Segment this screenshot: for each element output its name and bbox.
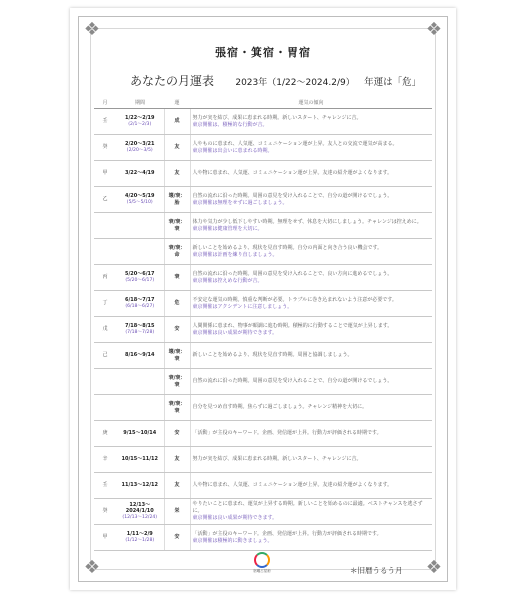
period-range: 3/22〜4/19	[124, 170, 155, 177]
description-text: 人やものに恵まれ、人気運、コミュニケーション運が上昇。友人との交流で運気が高まる。	[192, 140, 398, 147]
column-header: 運	[164, 96, 190, 109]
table-row	[94, 187, 432, 213]
period-cell	[116, 499, 164, 525]
description-text: 「活動」が主役のキーワード。企画、発信運が上昇。行動力が評価される時期です。	[192, 530, 382, 537]
relation-cell: 衰	[164, 265, 190, 291]
relation-cell: 壊/衰：衰	[164, 343, 190, 369]
table-row	[94, 161, 432, 187]
period-cell	[116, 161, 164, 187]
table-row	[94, 343, 432, 369]
period-range: 1/22〜2/19	[124, 115, 155, 122]
period-sub: (12/13〜12/24)	[122, 515, 158, 521]
document-page	[70, 8, 456, 590]
description-text: 体力や気力が少し低下しやすい時期。無理をせず、休息を大切にしましょう。チャレンジは控えめに。	[192, 218, 422, 225]
month-cell	[94, 213, 116, 239]
table-row	[94, 421, 432, 447]
table-row	[94, 109, 432, 135]
description-cell	[190, 161, 432, 187]
table-row	[94, 525, 432, 551]
month-cell: 癸	[94, 135, 116, 161]
month-cell: 戊	[94, 317, 116, 343]
table-body	[94, 109, 432, 551]
table-row	[94, 395, 432, 421]
table-row	[94, 265, 432, 291]
period-cell	[116, 109, 164, 135]
month-cell: 甲	[94, 525, 116, 551]
description-cell	[190, 213, 432, 239]
description-cell	[190, 343, 432, 369]
relation-cell: 衰/衰：衰	[164, 369, 190, 395]
relation-cell: 友	[164, 135, 190, 161]
column-header: 期間	[116, 96, 164, 109]
period-cell	[116, 317, 164, 343]
table-row	[94, 317, 432, 343]
period-cell	[116, 187, 164, 213]
relation-cell: 安	[164, 317, 190, 343]
relation-cell: 成	[164, 109, 190, 135]
table-row	[94, 447, 432, 473]
relation-cell: 友	[164, 161, 190, 187]
description-highlight: 東京開催は良い成果が期待できます。	[192, 329, 278, 336]
period-cell	[116, 473, 164, 499]
description-text: やりたいことに恵まれ、運気が上昇する時期。新しいことを始めるのに最適。ベストチャンスを逃さずに。	[192, 501, 423, 515]
description-text: 新しいことを始めるより、現状を見直す時期。自分の内面と向き合う良い機会です。	[192, 244, 383, 251]
period-cell	[116, 395, 164, 421]
description-text: 人や物に恵まれ、人気運、コミュニケーション運が上昇。友達の紹介運がよくなります。	[192, 482, 393, 489]
period-range: 11/13〜12/12	[121, 482, 158, 489]
description-cell	[190, 109, 432, 135]
relation-cell: 衰/衰：衰	[164, 213, 190, 239]
description-text: 自分を見つめ直す時期。焦らずに過ごしましょう。チャレンジ精神を大切に。	[192, 404, 368, 411]
relation-cell: 衰/衰：命	[164, 239, 190, 265]
period-range: 9/15〜10/14	[123, 430, 157, 437]
period-cell	[116, 369, 164, 395]
month-cell: 己	[94, 343, 116, 369]
month-cell	[94, 395, 116, 421]
month-cell: 庚	[94, 421, 116, 447]
period-range: 5/20〜6/17	[124, 271, 155, 278]
description-text: 人間関係に恵まれ、物事が順調に進む時期。積極的に行動することで運気が上昇します。	[192, 322, 393, 329]
table-row	[94, 135, 432, 161]
period-sub: (5/5〜5/10)	[126, 199, 153, 205]
document-title: 張宿・箕宿・胃宿	[215, 46, 311, 59]
description-highlight: 東京開催は積極的に動きましょう。	[192, 537, 273, 544]
period-sub: (2/1〜2/3)	[128, 121, 152, 127]
corner-ornament-icon: ❖	[425, 557, 443, 578]
table-row	[94, 239, 432, 265]
period-range: 4/20〜5/19	[124, 193, 155, 200]
description-cell	[190, 395, 432, 421]
table-row	[94, 473, 432, 499]
description-highlight: 東京開催は控えめな行動が吉。	[192, 277, 263, 284]
heading-fortune: 年運は「危」	[364, 77, 422, 88]
month-cell: 癸	[94, 499, 116, 525]
relation-cell: 危	[164, 291, 190, 317]
period-range: 12/13〜2024/1/10	[125, 501, 154, 515]
description-cell	[190, 135, 432, 161]
period-cell	[116, 343, 164, 369]
month-cell: 壬	[94, 473, 116, 499]
column-header: 運気の傾向	[190, 96, 432, 109]
description-text: 不安定な運気の時期。慎重な判断が必要。トラブルに巻き込まれないよう注意が必要です。	[192, 296, 397, 303]
month-cell	[94, 369, 116, 395]
logo-icon	[254, 552, 270, 568]
description-text: 努力が実を結び、成果に恵まれる時期。新しいスタート、チャレンジに吉。	[192, 456, 362, 463]
table-row	[94, 213, 432, 239]
description-cell	[190, 473, 432, 499]
description-highlight: 東京開催は無理をせずに過ごしましょう。	[192, 199, 288, 206]
relation-cell: 壊/衰：胎	[164, 187, 190, 213]
corner-ornament-icon: ❖	[425, 19, 443, 40]
month-cell	[94, 239, 116, 265]
month-cell: 甲	[94, 161, 116, 187]
month-cell: 丁	[94, 291, 116, 317]
description-highlight: 東京開催は出会いに恵まれる時期。	[192, 147, 273, 154]
relation-cell: 衰/衰：衰	[164, 395, 190, 421]
description-text: 自然の流れに沿った時期。周囲の意見を受け入れることで、自分の道が開けるでしょう。	[192, 378, 393, 385]
description-cell	[190, 499, 432, 525]
description-highlight: 東京開催は健康管理を大切に。	[192, 225, 263, 232]
heading-period: 2023年（1/22〜2024.2/9）	[235, 78, 355, 88]
description-text: 自然の流れに沿った時期。周囲の意見を受け入れることで、良い方向に進めるでしょう。	[192, 270, 393, 277]
description-cell	[190, 317, 432, 343]
table-row	[94, 369, 432, 395]
period-cell	[116, 213, 164, 239]
period-range: 1/11〜2/9	[126, 531, 153, 538]
period-cell	[116, 265, 164, 291]
period-cell	[116, 135, 164, 161]
description-highlight: 東京開催は計画を練り直しましょう。	[192, 251, 278, 258]
description-cell	[190, 265, 432, 291]
description-cell	[190, 421, 432, 447]
heading	[130, 72, 446, 89]
table-row	[94, 291, 432, 317]
relation-cell: 栄	[164, 499, 190, 525]
period-cell	[116, 447, 164, 473]
column-header: 月	[94, 96, 116, 109]
heading-main: あなたの月運表	[130, 74, 215, 88]
description-text: 人や物に恵まれ、人気運、コミュニケーション運が上昇。友達の紹介運がよくなります。	[192, 170, 393, 177]
description-cell	[190, 291, 432, 317]
month-cell: 辛	[94, 447, 116, 473]
description-text: 努力が実を結び、成果に恵まれる時期。新しいスタート、チャレンジに吉。	[192, 114, 362, 121]
description-cell	[190, 447, 432, 473]
logo-text: 宿曜占星術	[253, 569, 271, 573]
description-highlight: 東京開催はアクシデントに注意しましょう。	[192, 303, 293, 310]
month-cell: 壬	[94, 109, 116, 135]
fortune-table	[94, 96, 432, 551]
description-cell	[190, 369, 432, 395]
logo	[242, 552, 282, 574]
description-text: 新しいことを始めるより、現状を見直す時期。周囲と協調しましょう。	[192, 352, 353, 359]
month-cell: 乙	[94, 187, 116, 213]
period-range: 8/16〜9/14	[124, 352, 155, 359]
table-row	[94, 499, 432, 525]
description-text: 「活動」が主役のキーワード。企画、発信運が上昇。行動力が評価される時期です。	[192, 430, 382, 437]
description-text: 自然の流れに沿った時期。周囲の意見を受け入れることで、自分の道が開けるでしょう。	[192, 192, 393, 199]
description-cell	[190, 187, 432, 213]
period-sub: (1/12〜1/28)	[125, 537, 155, 543]
period-cell	[116, 525, 164, 551]
corner-ornament-icon: ❖	[83, 557, 101, 578]
period-range: 6/18〜7/17	[124, 297, 155, 304]
period-sub: (6/18〜6/27)	[125, 303, 155, 309]
description-cell	[190, 239, 432, 265]
period-range: 10/15〜11/12	[121, 456, 158, 463]
period-sub: (7/18〜7/28)	[125, 329, 155, 335]
period-cell	[116, 421, 164, 447]
month-cell: 丙	[94, 265, 116, 291]
relation-cell: 友	[164, 473, 190, 499]
table-header-row	[94, 96, 432, 109]
relation-cell: 安	[164, 421, 190, 447]
relation-cell: 安	[164, 525, 190, 551]
period-range: 7/18〜8/15	[124, 323, 155, 330]
footnote: ＊旧暦うるう月	[350, 566, 403, 575]
period-sub: (2/20〜3/5)	[126, 147, 153, 153]
description-highlight: 東京開催は良い成果が期待できます。	[192, 514, 278, 521]
relation-cell: 友	[164, 447, 190, 473]
description-highlight: 東京開催は、積極的な行動が吉。	[192, 121, 268, 128]
period-cell	[116, 239, 164, 265]
period-range: 2/20〜3/21	[124, 141, 155, 148]
description-cell	[190, 525, 432, 551]
corner-ornament-icon: ❖	[83, 19, 101, 40]
period-cell	[116, 291, 164, 317]
period-sub: (5/20〜6/17)	[125, 277, 155, 283]
